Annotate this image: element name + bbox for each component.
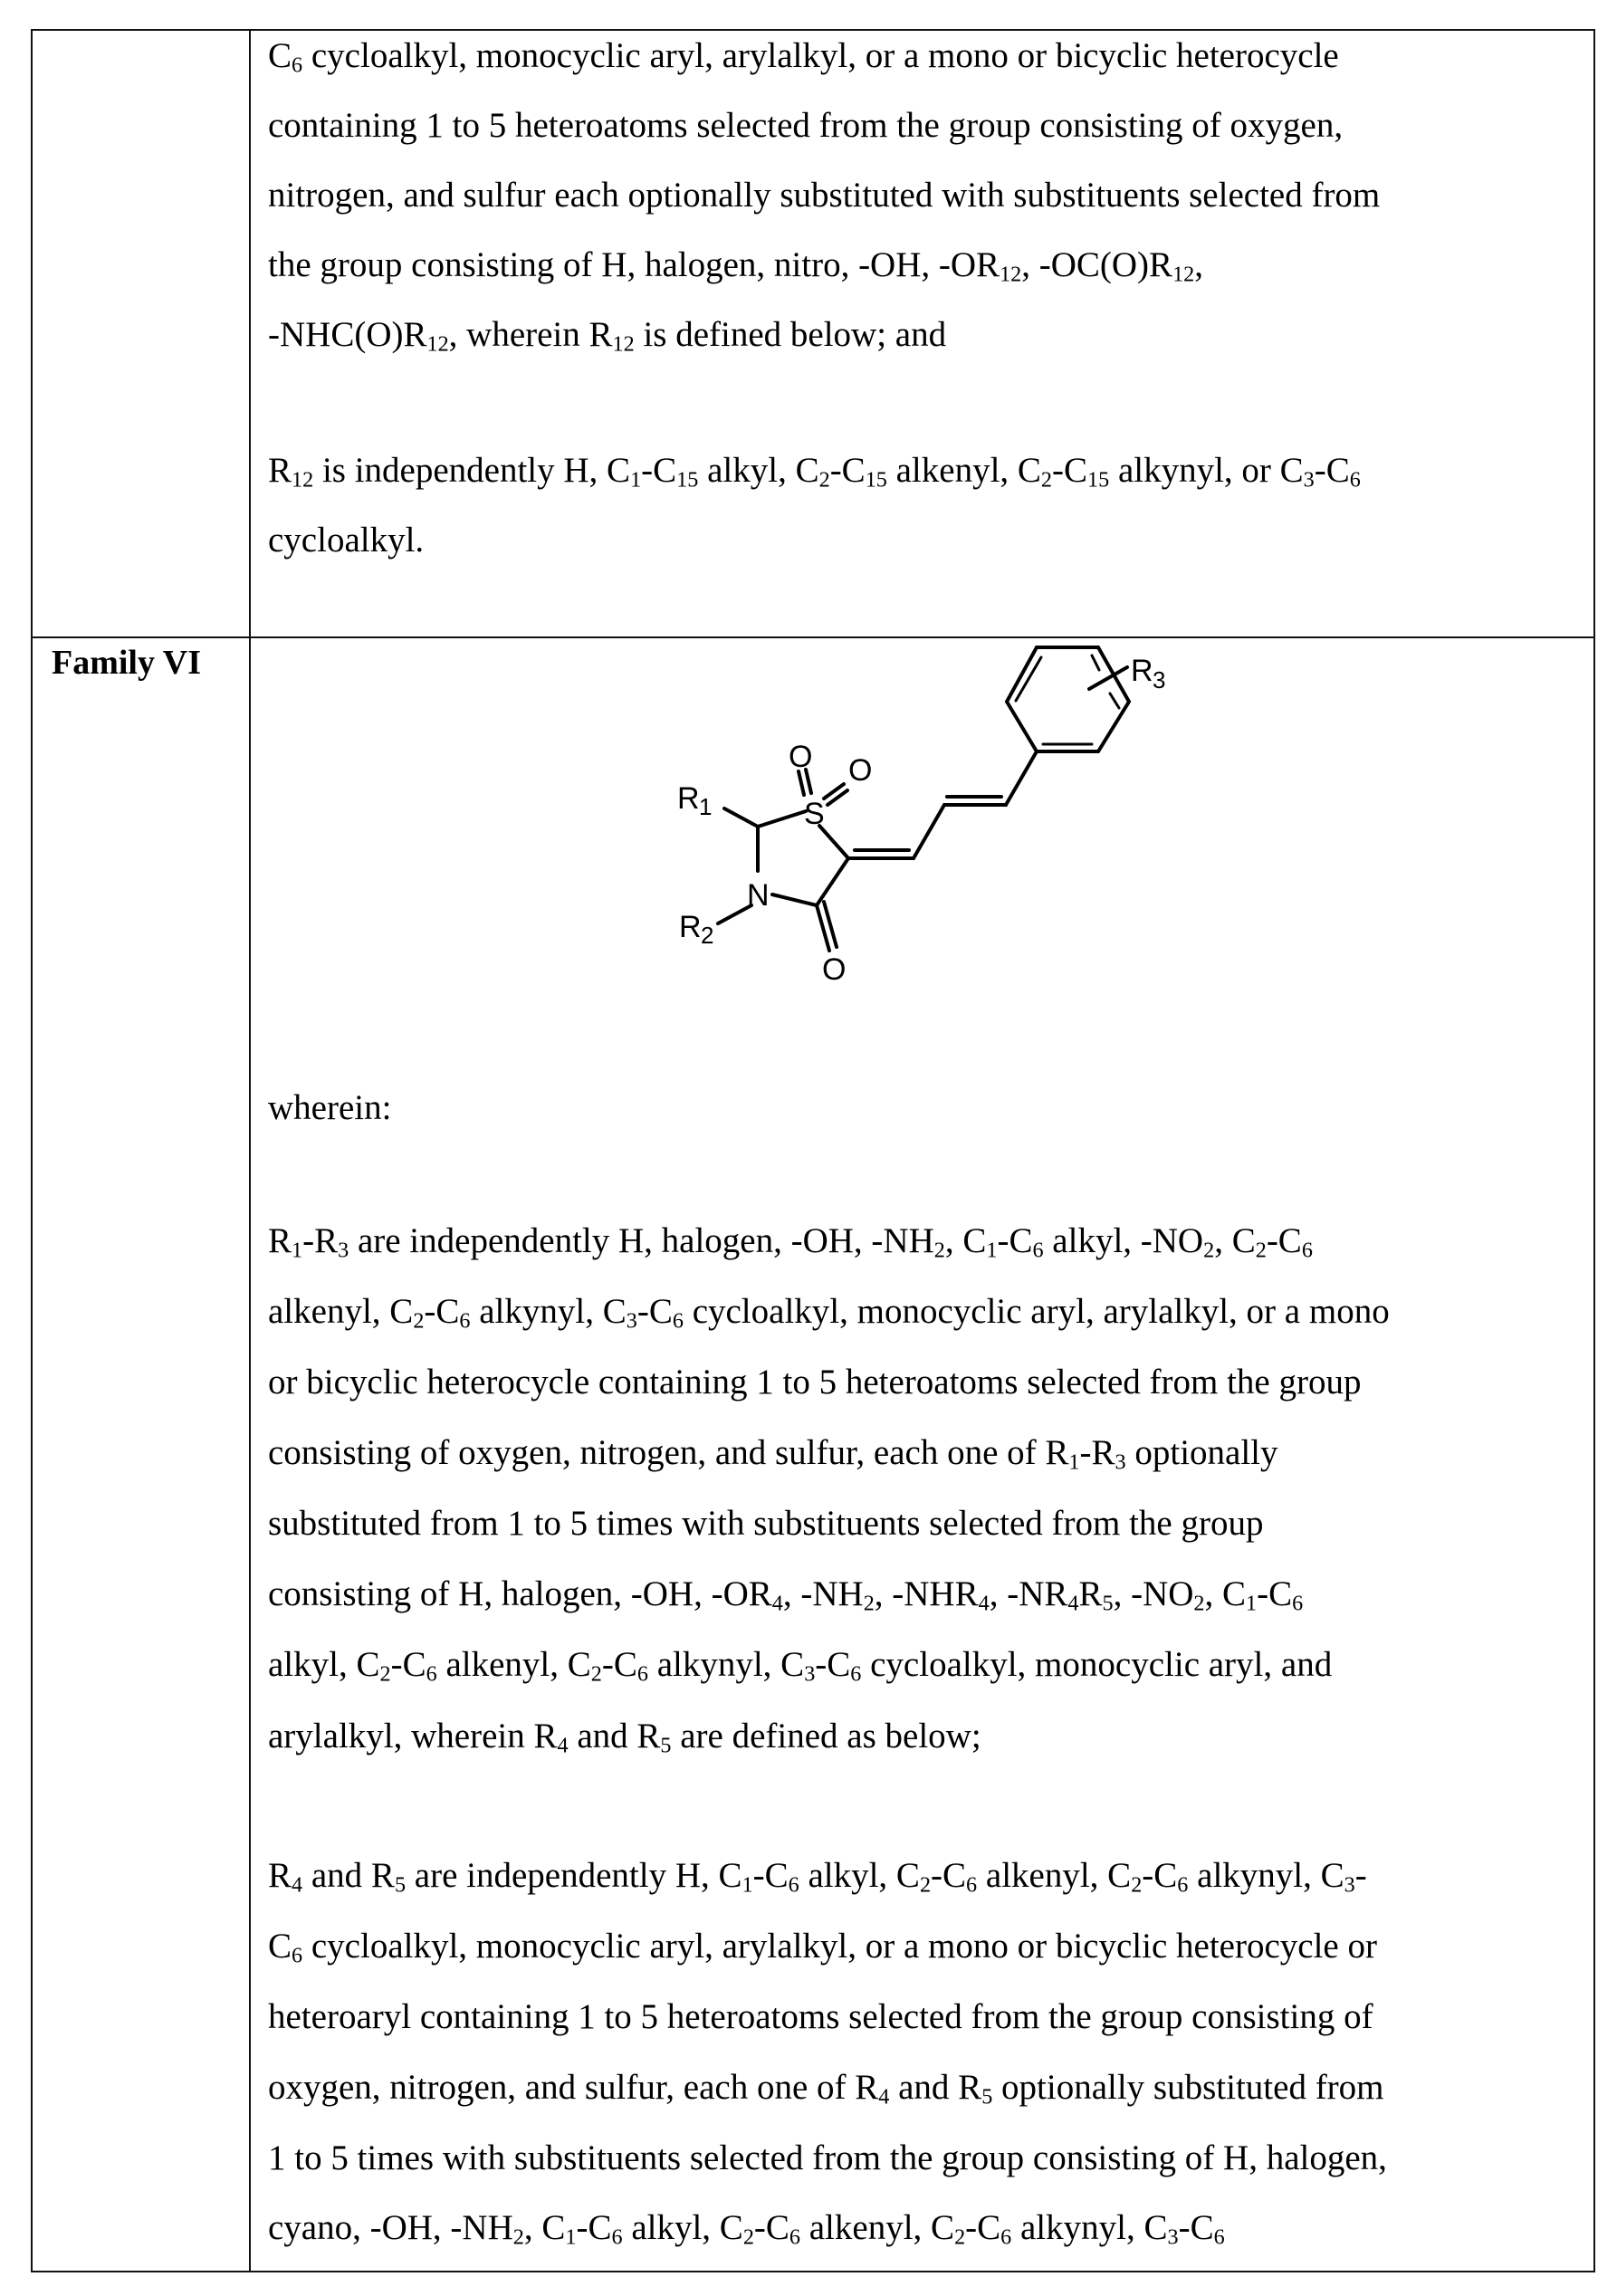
atom-o-bottom: O — [822, 952, 847, 987]
text-line: $C_6$ cycloalkyl, monocyclic aryl, arylalkyl, or a mono or bicyclic heterocycle or — [268, 1927, 1377, 1968]
text-line: cycloalkyl. — [268, 521, 425, 560]
atom-s: S — [804, 797, 825, 831]
text-line: consisting of H, halogen, -OH, $-OR_4$, $-NH_2$, $-NHR_4$, $-NR_4R_5$, $-NO_2$, $C_1-C_6$ — [268, 1574, 1304, 1616]
atom-o-right: O — [848, 753, 873, 788]
text-line: substituted from 1 to 5 times with substituents selected from the group — [268, 1504, 1264, 1543]
family-label: Family VI — [52, 644, 202, 682]
svg-text:3: 3 — [1153, 666, 1166, 694]
text-line: 1 to 5 times with substituents selected from the group consisting of H, halogen, — [268, 2138, 1387, 2177]
atom-r3: R — [1131, 654, 1153, 688]
text-line: or bicyclic heterocycle containing 1 to 5 heteroatoms selected from the group — [268, 1363, 1362, 1402]
svg-text:1: 1 — [699, 793, 713, 820]
text-line: the group consisting of H, halogen, nitro, -OH, $-OR_{12}$, $-OC(O)R_{12}$, — [268, 245, 1203, 287]
text-line: $R_1-R_3$ are independently H, halogen, -OH, $-NH_2$, $C_1-C_6$ alkyl, $-NO_2$, $C_2-C_6$ — [268, 1221, 1313, 1263]
text-line: wherein: — [268, 1088, 392, 1127]
atom-r1: R — [677, 781, 700, 816]
text-line: consisting of oxygen, nitrogen, and sulfur, each one of $R_1-R_3$ optionally — [268, 1433, 1278, 1475]
text-line: heteroaryl containing 1 to 5 heteroatoms selected from the group consisting of — [268, 1997, 1373, 2036]
chemical-structure — [0, 0, 1617, 1032]
text-line: $R_{12}$ is independently H, $C_1-C_{15}$ alkyl, $C_2-C_{15}$ alkenyl, $C_2-C_{15}$ alkynyl, or $C_3-C_6$ — [268, 451, 1361, 493]
text-line: nitrogen, and sulfur each optionally substituted with substituents selected from — [268, 176, 1381, 215]
text-line: containing 1 to 5 heteroatoms selected from the group consisting of oxygen, — [268, 106, 1344, 145]
text-line: cyano, -OH, $-NH_2$, $C_1-C_6$ alkyl, $C_2-C_6$ alkenyl, $C_2-C_6$ alkynyl, $C_3-C_6$ — [268, 2208, 1225, 2250]
svg-text:2: 2 — [701, 922, 714, 949]
text-line: alkenyl, $C_2-C_6$ alkynyl, $C_3-C_6$ cycloalkyl, monocyclic aryl, arylalkyl, or a mono — [268, 1292, 1390, 1334]
text-line: oxygen, nitrogen, and sulfur, each one of $R_4$ and $R_5$ optionally substituted from — [268, 2068, 1384, 2109]
text-line: $C_6$ cycloalkyl, monocyclic aryl, arylalkyl, or a mono or bicyclic heterocycle — [268, 36, 1339, 78]
atom-o-top: O — [789, 740, 813, 774]
text-line: $-NHC(O)R_{12}$, wherein $R_{12}$ is defined below; and — [268, 315, 947, 357]
text-line: $R_4$ and $R_5$ are independently H, $C_1-C_6$ alkyl, $C_2-C_6$ alkenyl, $C_2-C_6$ alkynyl, $C_3-$ — [268, 1856, 1367, 1898]
atom-n: N — [747, 878, 770, 913]
text-line: arylalkyl, wherein $R_4$ and $R_5$ are defined as below; — [268, 1717, 981, 1758]
text-line: alkyl, $C_2-C_6$ alkenyl, $C_2-C_6$ alkynyl, $C_3-C_6$ cycloalkyl, monocyclic aryl, and — [268, 1645, 1333, 1687]
atom-r2: R — [679, 910, 702, 944]
